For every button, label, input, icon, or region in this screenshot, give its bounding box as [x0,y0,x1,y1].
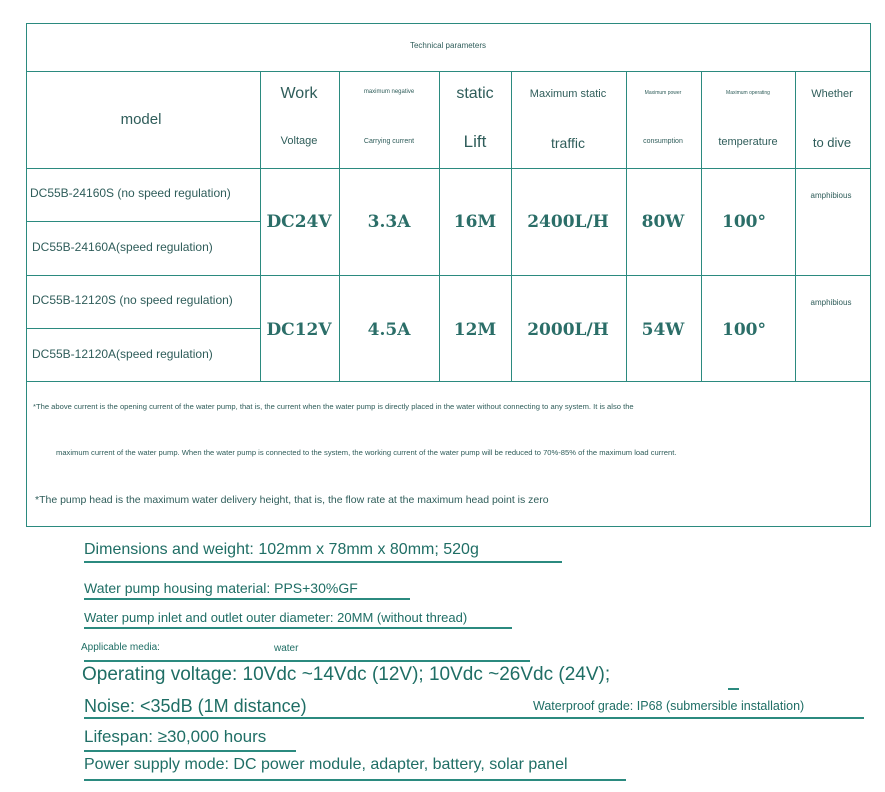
spec-voltage: Operating voltage: 10Vdc ~14Vdc (12V); 10Vdc ~26Vdc (24V); [82,664,611,685]
traffic-value: 2000L/H [527,320,609,340]
table-rule [26,221,260,222]
header-dive-2: to dive [812,135,852,150]
model-name: DC55B-24160S (no speed regulation) [30,186,231,200]
header-current-2: Carrying current [363,138,415,145]
model-name: DC55B-24160A(speed regulation) [32,240,213,254]
header-lift-1: static [456,85,494,102]
header-traffic-1: Maximum static [529,88,607,100]
lift-value: 16M [453,212,497,232]
underline [728,688,739,690]
header-traffic-2: traffic [551,135,585,151]
header-work: Work [280,85,318,102]
temperature-value: 100° [722,320,766,340]
spec-noise: Noise: <35dB (1M distance) [84,696,307,716]
table-rule [260,71,261,381]
table-rule [626,71,627,381]
spec-media-value: water [274,643,299,654]
voltage-value: DC12V [266,320,332,340]
underline [84,750,296,752]
power-value: 80W [641,212,685,232]
table-rule [701,71,702,381]
header-temp-2: temperature [718,136,778,148]
table-rule [26,328,260,329]
model-name: DC55B-12120A(speed regulation) [32,347,213,361]
underline [84,561,562,563]
spec-dimensions: Dimensions and weight: 102mm x 78mm x 80mm; 520g [84,541,479,558]
table-rule [26,381,871,382]
underline [84,660,530,662]
table-note: *The pump head is the maximum water delivery height, that is, the flow rate at the maximum head point is zero [35,494,549,506]
underline [84,627,512,629]
table-rule [26,168,871,169]
table-title: Technical parameters [409,41,487,50]
dive-value: amphibious [810,191,852,200]
header-voltage: Voltage [280,135,318,147]
header-power-2: consumption [643,138,683,145]
table-rule [795,71,796,381]
header-current-1: maximum negative [363,89,415,95]
spec-media-label: Applicable media: [81,642,160,653]
spec-housing: Water pump housing material: PPS+30%GF [84,580,358,596]
underline [84,717,864,719]
table-note: *The above current is the opening current of the water pump, that is, the current when the water pump is directly placed in the water without connecting to any system. It is also the [33,402,634,411]
underline [84,598,410,600]
traffic-value: 2400L/H [527,212,609,232]
table-rule [511,71,512,381]
header-dive-1: Whether [811,88,853,100]
spec-waterproof: Waterproof grade: IP68 (submersible installation) [533,699,805,713]
model-name: DC55B-12120S (no speed regulation) [32,293,233,307]
header-model: model [120,111,162,128]
table-rule [439,71,440,381]
current-value: 3.3A [367,212,411,232]
header-power-1: Maximum power [644,90,682,96]
header-lift-2: Lift [463,132,487,151]
spec-lifespan: Lifespan: ≥30,000 hours [84,727,267,746]
dive-value: amphibious [810,298,852,307]
table-rule [339,71,340,381]
lift-value: 12M [453,320,497,340]
temperature-value: 100° [722,212,766,232]
header-temp-1: Maximum operating [726,90,770,96]
table-note: maximum current of the water pump. When the water pump is connected to the system, the working current of the water pump will be reduced to 70%-85% of the maximum load current. [56,448,677,457]
voltage-value: DC24V [266,212,332,232]
power-value: 54W [641,320,685,340]
spec-diameter: Water pump inlet and outlet outer diameter: 20MM (without thread) [84,610,468,625]
table-rule [26,71,871,72]
underline [84,779,626,781]
spec-power-supply: Power supply mode: DC power module, adapter, battery, solar panel [84,756,568,773]
current-value: 4.5A [367,320,411,340]
table-rule [26,275,871,276]
